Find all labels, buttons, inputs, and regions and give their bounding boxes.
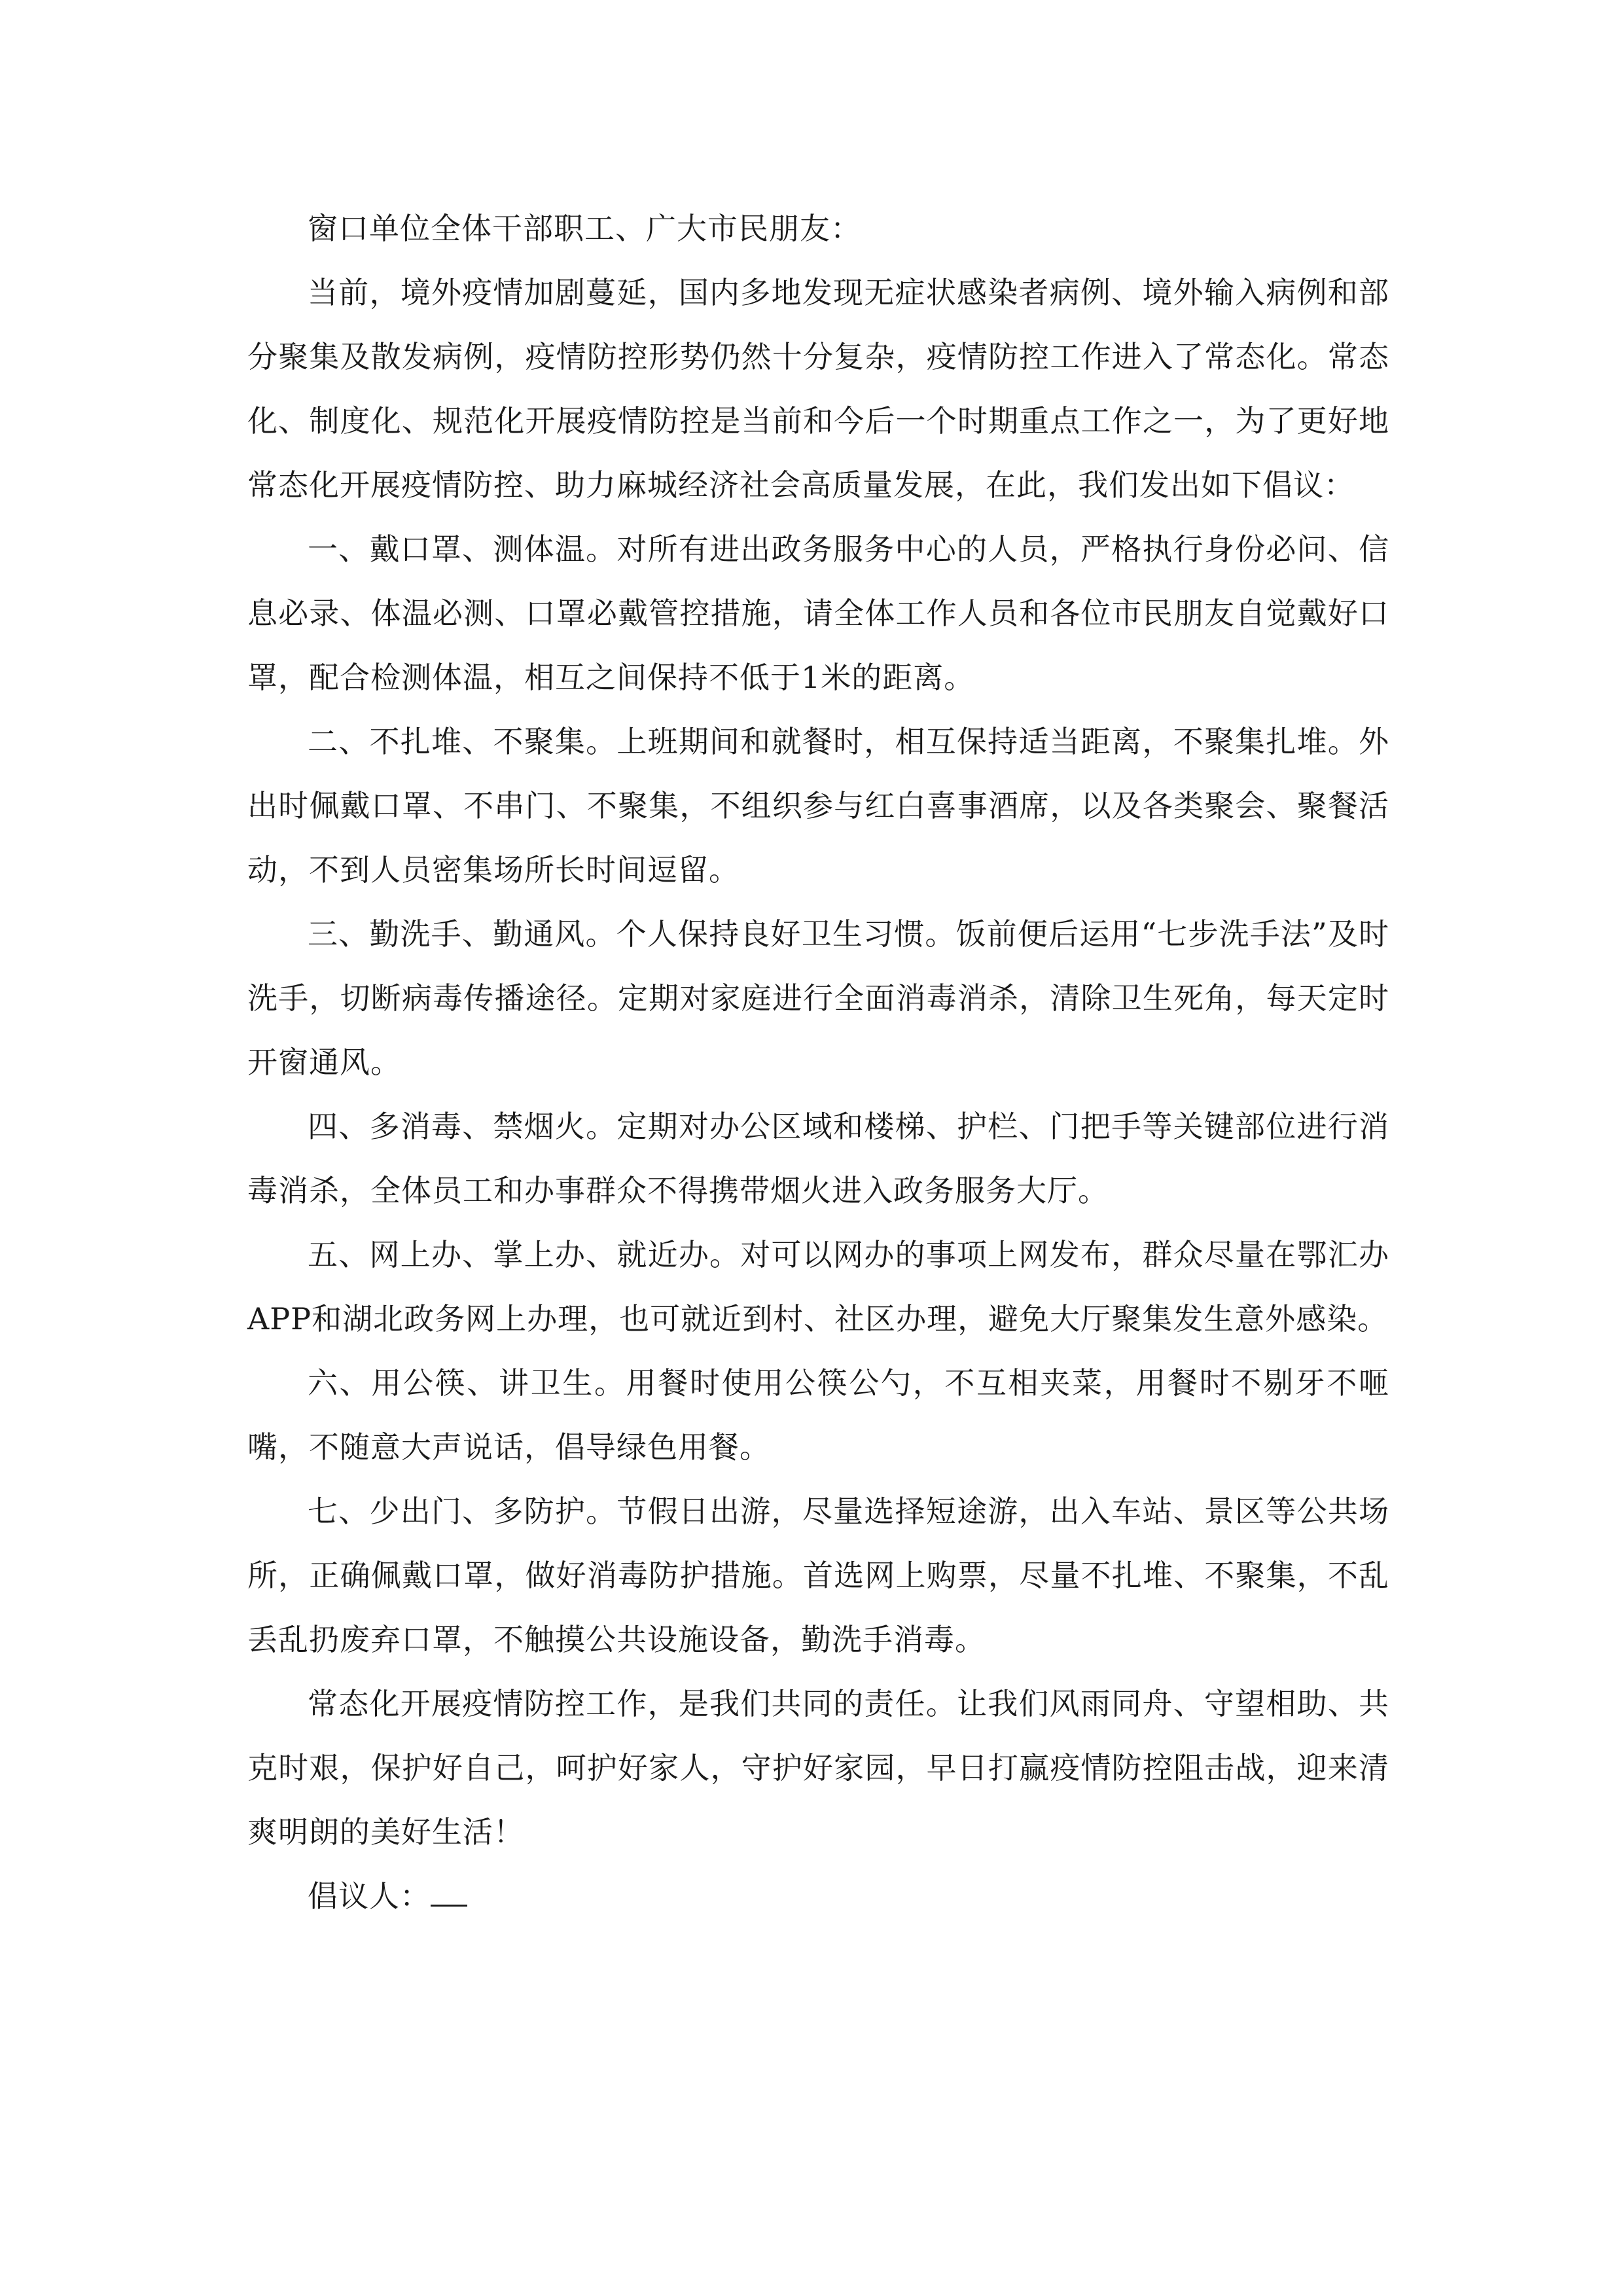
paragraph-item-3: 三、勤洗手、勤通风。个人保持良好卫生习惯。饭前便后运用“七步洗手法”及时洗手，切断病毒传播途径。定期对家庭进行全面消毒消杀，清除卫生死角，每天定时开窗通风。 [247, 916, 1389, 1080]
paragraph-closing: 常态化开展疫情防控工作，是我们共同的责任。让我们风雨同舟、守望相助、共克时艰，保护好自己，呵护好家人，守护好家园，早日打赢疫情防控阻击战，迎来清爽明朗的美好生活！ [247, 1686, 1389, 1850]
paragraph-item-4: 四、多消毒、禁烟火。定期对办公区域和楼梯、护栏、门把手等关键部位进行消毒消杀，全体员工和办事群众不得携带烟火进入政务服务大厅。 [247, 1109, 1389, 1208]
paragraph-item-1: 一、戴口罩、测体温。对所有进出政务服务中心的人员，严格执行身份必问、信息必录、体温必测、口罩必戴管控措施，请全体工作人员和各位市民朋友自觉戴好口罩，配合检测体温，相互之间保持不低于1米的距离。 [247, 531, 1389, 695]
document-body [247, 196, 1389, 1928]
signature-label: 倡议人： [308, 1878, 431, 1914]
paragraph-intro: 当前，境外疫情加剧蔓延，国内多地发现无症状感染者病例、境外输入病例和部分聚集及散发病例，疫情防控形势仍然十分复杂，疫情防控工作进入了常态化。常态化、制度化、规范化开展疫情防控是当前和今后一个时期重点工作之一，为了更好地常态化开展疫情防控、助力麻城经济社会高质量发展，在此，我们发出如下倡议： [247, 275, 1389, 503]
signature-blank [431, 1878, 467, 1907]
paragraph-item-5: 五、网上办、掌上办、就近办。对可以网办的事项上网发布，群众尽量在鄂汇办APP和湖北政务网上办理，也可就近到村、社区办理，避免大厅聚集发生意外感染。 [247, 1237, 1389, 1336]
paragraph-item-7: 七、少出门、多防护。节假日出游，尽量选择短途游，出入车站、景区等公共场所，正确佩戴口罩，做好消毒防护措施。首选网上购票，尽量不扎堆、不聚集，不乱丢乱扔废弃口罩，不触摸公共设施设备，勤洗手消毒。 [247, 1494, 1389, 1657]
signature-line [247, 1864, 1389, 1928]
paragraph-item-6: 六、用公筷、讲卫生。用餐时使用公筷公勺，不互相夹菜，用餐时不剔牙不咂嘴，不随意大声说话，倡导绿色用餐。 [247, 1365, 1389, 1465]
salutation: 窗口单位全体干部职工、广大市民朋友： [308, 211, 861, 246]
paragraph-item-2: 二、不扎堆、不聚集。上班期间和就餐时，相互保持适当距离，不聚集扎堆。外出时佩戴口罩、不串门、不聚集，不组织参与红白喜事酒席，以及各类聚会、聚餐活动，不到人员密集场所长时间逗留。 [247, 724, 1389, 888]
